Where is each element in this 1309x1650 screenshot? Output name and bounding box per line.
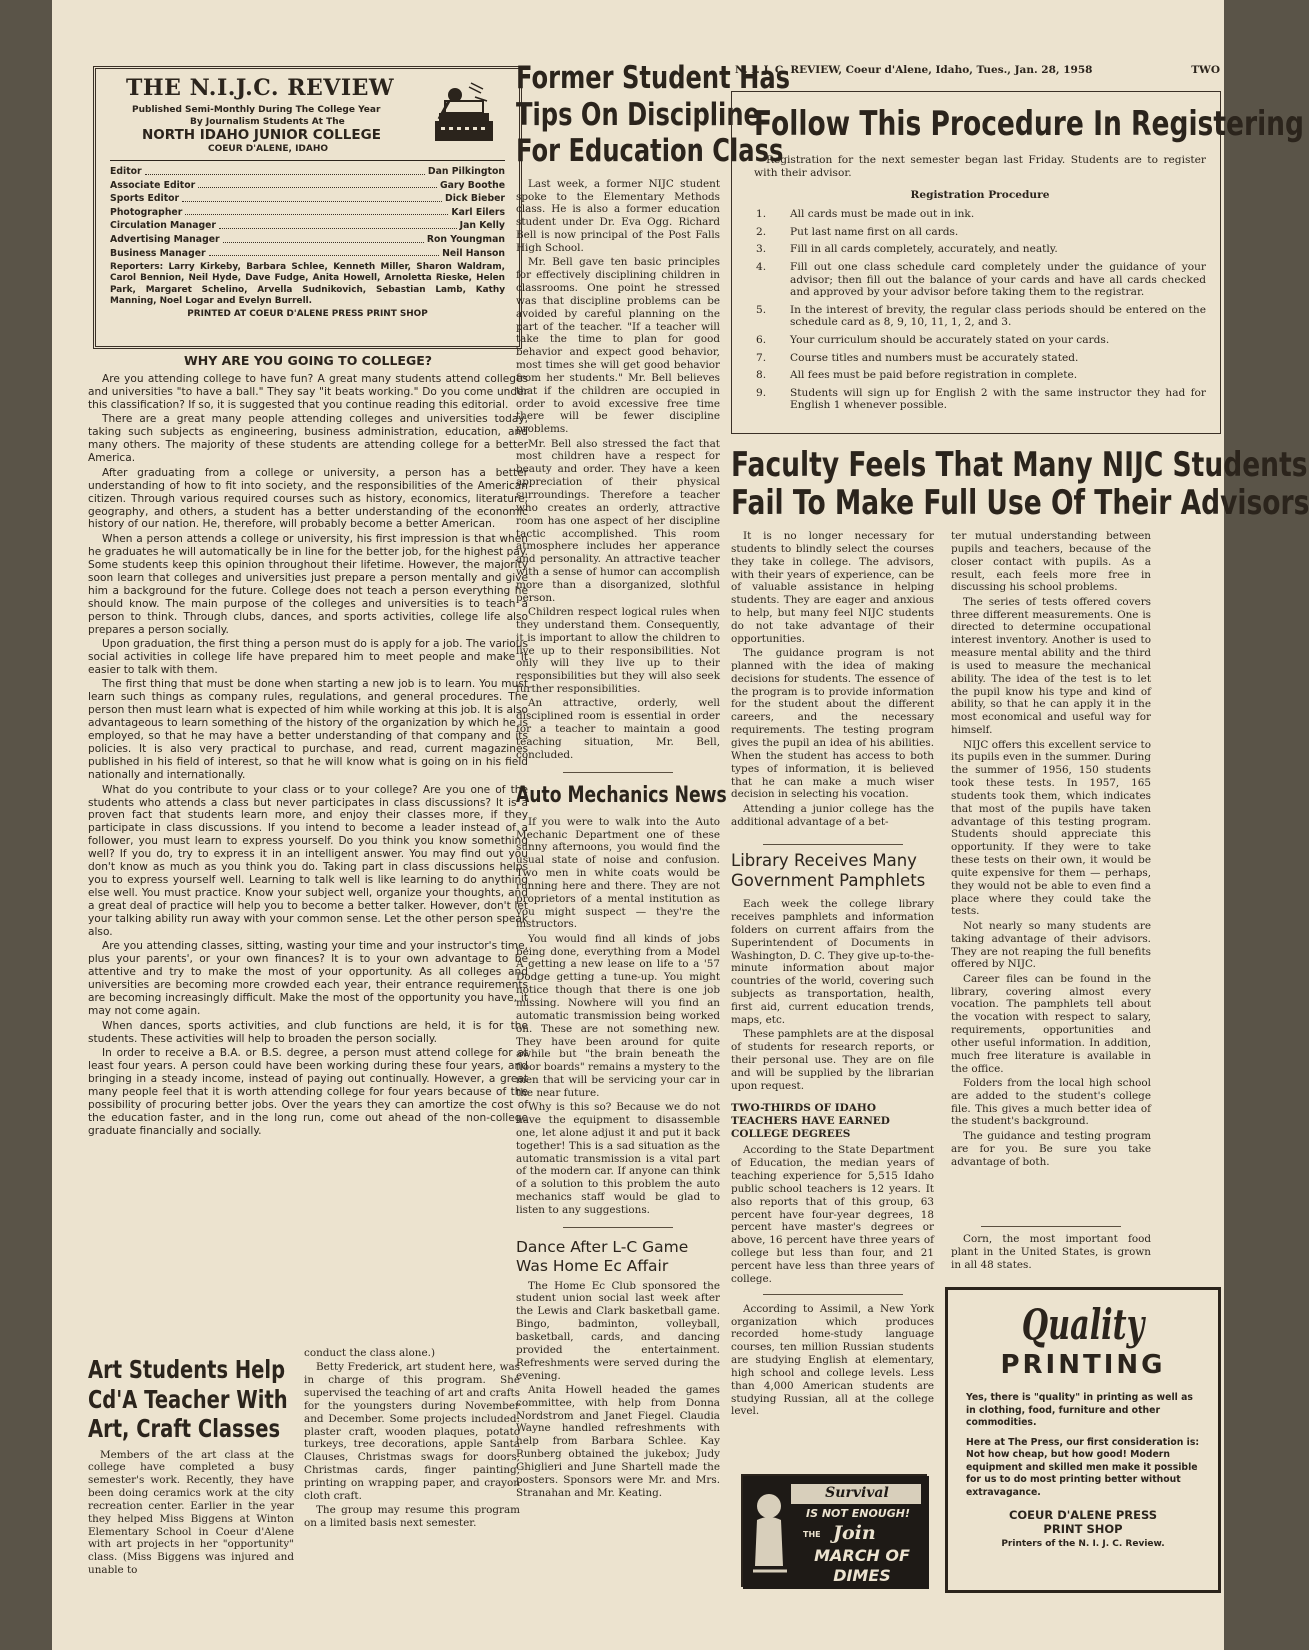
staff-role: Business Manager (110, 247, 206, 259)
idaho-headline-line: TEACHERS HAVE EARNED (731, 1115, 890, 1128)
idaho-headline-line: COLLEGE DEGREES (731, 1128, 851, 1141)
auto-body (516, 816, 720, 1217)
editorial-paragraph: Are you attending college to have fun? A great many students attend colleges and universities "to have a ball." They say "it beats working." Do you come under this classification? If so, it is suggested that you continue reading this editorial. (88, 373, 528, 411)
procedure-number: 9. (756, 386, 767, 399)
faculty-headline-line: Faculty Feels That Many NIJC Students (731, 445, 1308, 485)
dance-paragraph: The Home Ec Club sponsored the student union social last week after the Lewis and Clark basketball game. Bingo, badminton, volleyball, basketball, cards, and dancing provided the entertainment. Refreshments were served during the evening. (516, 1279, 720, 1382)
staff-row (110, 165, 505, 179)
procedure-text: Your curriculum should be accurately stated on your cards. (790, 334, 1110, 347)
procedure-number: 3. (756, 243, 767, 256)
auto-headline: Auto Mechanics News (516, 782, 727, 808)
leader-dots (145, 165, 425, 175)
leader-dots (223, 233, 424, 243)
auto-paragraph: You would find all kinds of jobs being done, everything from a Model A getting a new lease on life to a '57 Dodge getting a tune-up. You might notice though that there is one job missing. Nowhere will you find an automatic transmission being worked on. These are not something new. They have been around for quite awhile but "the brain beneath the floor boards" remains a mystery to the men that will be servicing your car in the near future. (516, 932, 720, 1099)
masthead-city: COEUR D'ALENE, IDAHO (208, 144, 329, 154)
page-number: TWO (1191, 64, 1220, 76)
ad-body1: Yes, there is "quality" in printing as well as in clothing, food, furniture and other commodities. (966, 1392, 1193, 1428)
leader-dots (219, 219, 457, 229)
idaho-headline-line: TWO-THIRDS OF IDAHO (731, 1102, 876, 1115)
procedure-text: Put last name first on all cards. (790, 225, 959, 238)
faculty-headline-line: Fail To Make Full Use Of Their Advisors (731, 483, 1309, 524)
ad-quality: Quality (1021, 1300, 1145, 1349)
leader-dots (185, 206, 448, 216)
procedure-item (754, 369, 1206, 382)
dance-headline (516, 1238, 720, 1276)
art-headline-line: Art Students Help (88, 1355, 286, 1384)
procedure-number: 5. (756, 303, 767, 316)
procedure-item (754, 334, 1206, 347)
procedure-text: All cards must be made out in ink. (790, 208, 975, 221)
art-article (88, 1347, 528, 1642)
dance-paragraph: Anita Howell headed the games committee, with help from Donna Nordstrom and Janet Fiegel. Claudia Wayne handled refreshments with help from Barbara Schlee. Kay Runberg obtained the jukebox; Judy Ghiglieri and June Shartell made the posters. Sponsors were Mr. and Mrs. Stranahan and Mr. Keating. (516, 1383, 720, 1499)
art-column2 (304, 1347, 520, 1531)
staff-name: Dan Pilkington (427, 166, 505, 177)
procedure-item (754, 208, 1206, 221)
discipline-headline-line: For Education Class (516, 133, 784, 170)
staff-role: Editor (110, 166, 142, 177)
masthead-title: THE N.I.J.C. REVIEW (126, 75, 395, 101)
procedure-text: Course titles and numbers must be accurately stated. (790, 351, 1079, 364)
procedure-number: 2. (756, 225, 767, 238)
library-body (731, 898, 934, 1092)
editorial-title: WHY ARE YOU GOING TO COLLEGE? (183, 353, 432, 368)
masthead-box (93, 66, 522, 349)
editorial (88, 353, 528, 1343)
procedure-number: 7. (756, 351, 767, 364)
masthead-line2: By Journalism Students At The (190, 117, 345, 127)
faculty-paragraph: The guidance program is not planned with the idea of making decisions for students. The essence of the program is to provide information for the student about the different careers, and the necessary requirements. The testing program gives the pupil an idea of his abilities. When the student has access to both types of information, it is believed that he can make a much wiser decision in selecting his vocation. (731, 647, 934, 801)
discipline-paragraph: Last week, a former NIJC student spoke to the Elementary Methods class. He is also a former education student under Dr. Eva Ogg. Richard Bell is now principal of the Post Falls High School. (516, 177, 720, 254)
discipline-headline (516, 60, 791, 170)
library-headline-line: Government Pamphlets (731, 871, 926, 891)
running-header-text: N. I. J. C. REVIEW, Coeur d'Alene, Idaho, Tues., Jan. 28, 1958 (735, 64, 1093, 76)
art-headline-line: Cd'A Teacher With (88, 1384, 288, 1414)
discipline-paragraph: Mr. Bell also stressed the fact that most children have a respect for beauty and order. They have a keen appreciation of their physical surroundings. Therefore a teacher who creates an orderly, attractive room has one aspect of her discipline tactic accomplished. This room atmosphere includes her apperance and personality. An attractive teacher with a sense of humor can accomplish more than a disorganized, slothful person. (516, 437, 720, 604)
editorial-paragraph: In order to receive a B.A. or B.S. degree, a person must attend college for at least four years. A person could have been working during these four years, and bringing in a steady income, instead of paying out continually. However, a great many people feel that it is worth attending college for four years because of the possibility of procuring better jobs. Over the years they can amortize the cost of the education faster, and in the long run, come out ahead of the non-college graduate financially and socially. (88, 1047, 528, 1137)
library-headline-line: Library Receives Many (731, 851, 917, 870)
editorial-paragraph: When a person attends a college or university, his first impression is that when he graduates he will automatically be in line for the better job, for the highest pay. Some students keep this opinion throughout their lifetime. However, the majority soon learn that colleges and universities just prepare a person mentally and give him a background for the future. College does not teach a person everything he should know. The main purpose of the colleges and universities is to teach a person to think. Through clubs, dances, and sports activities, college life also prepares a person socially. (88, 532, 528, 636)
editorial-body (88, 373, 528, 1138)
registration-headline: Follow This Procedure In Registering (754, 104, 1305, 144)
faculty-paragraph: The series of tests offered covers three different measurements. One is directed to determine occupational interest inventory. Another is used to measure mental ability and the third is used to measure the mechanical ability. The idea of the test is to let the pupil know his type and kind of ability, so that he can apply it in the most economical and useful way for himself. (951, 595, 1151, 737)
faculty-paragraph: ter mutual understanding between pupils and teachers, because of the closer contact with pupils. As a result, each feels more free in discussing his school problems. (951, 530, 1151, 594)
staff-row (110, 179, 505, 193)
editorial-paragraph: What do you contribute to your class or to your college? Are you one of the students who attends a class but never participates in class discussions? It is a proven fact that students learn more, and enjoy their classes more, if they participate in class discussions. If you intend to become a leader instead of a follower, you must learn to express yourself. Do you think you know something well? If you do, try to express it in an intelligent answer. You may find out you don't know as much as you think you do. Taking part in class discussions helps you to express yourself well. Learning to talk well is like learning to do anything else well. You must practice. Know your subject well, organize your thoughts, and a great deal of practice will help you to become a better talker. However, don't let your talking ability run away with your common sense. Let the other person speak also. (88, 783, 528, 939)
staff-name: Neil Hanson (442, 247, 505, 259)
editorial-paragraph: When dances, sports activities, and club functions are held, it is for the students. These activities will help to broaden the person socially. (88, 1019, 528, 1045)
quality-printing-ad (945, 1287, 1221, 1593)
faculty-paragraph: It is no longer necessary for students to blindly select the courses they take in college. The advisors, with their years of experience, can be of valuable assistance in helping students. They are eager and anxious to help, but many feel NIJC students do not take advantage of their opportunities. (731, 530, 934, 645)
staff-name: Gary Boothe (439, 179, 505, 191)
registration-box (731, 91, 1305, 434)
procedure-item (754, 387, 1206, 412)
faculty-paragraph: NIJC offers this excellent service to its pupils even in the summer. During the summer of 1956, 150 students took these tests. In 1957, 165 students took them, which indicates that most of the pupils have taken advantage of this testing program. Students should appreciate this opportunity. If they were to take these tests on their own, it would be quite expensive for them — perhaps, they would not be able to even find a place where they could take the tests. (951, 738, 1151, 918)
faculty-column2 (951, 530, 1151, 1170)
staff-row (110, 192, 505, 206)
discipline-paragraph: Mr. Bell gave ten basic principles for effectively disciplining children in classrooms. One point he stressed was that discipline problems can be avoided by careful planning on the part of the teacher. "If a teacher will take the time to plan for good behavior and expect good behavior, most times she will get good behavior from her students." Mr. Bell believes that if the children are occupied in order to avoid excessive free time there will be fewer discipline problems. (516, 256, 720, 436)
staff-role: Circulation Manager (110, 220, 217, 232)
leader-dots (209, 247, 439, 257)
corn-filler (951, 1226, 1151, 1280)
registration-subtitle: Registration Procedure (910, 189, 1050, 202)
art-column1 (88, 1449, 294, 1577)
staff-name: Jan Kelly (459, 220, 505, 232)
procedure-text: Fill out one class schedule card completely under the guidance of your advisor; then fill out the balance of your cards and have all cards checked and approved by your advisor before taking them to the registrar. (790, 261, 1206, 299)
staff-name: Dick Bieber (445, 193, 505, 205)
procedure-number: 8. (756, 369, 767, 382)
art-headline (88, 1355, 288, 1444)
auto-paragraph: Why is this so? Because we do not have the equipment to disassemble one, let alone adjust it and put it back together! This is a sad situation as the automatic transmission is a vital part of the modern car. If anyone can think of a solution to this problem the auto mechanics staff would be glad to listen to any suggestions. (516, 1101, 720, 1216)
editorial-paragraph: The first thing that must be done when starting a new job is to learn. You must learn such things as company rules, regulations, and general procedures. The person then must learn what is expected of him while working at this job. It is also advantageous to learn something of the history of the organization by which he is employed, so that he may have a better understanding of that company and its policies. It is also very practical to purchase, and read, current magazines published in his field of interest, so that he will know what is going on in his field nationally and internationally. (88, 678, 528, 782)
editorial-paragraph: After graduating from a college or university, a person has a better understanding of how to fit into society, and the responsibilities of the American citizen. Through various required courses such as history, economics, literature, geography, and others, a student has a better understanding of the economic history of our nation. He, therefore, will probably become a better American. (88, 466, 528, 531)
library-headline (731, 851, 934, 891)
discipline-headline-line: Former Student Has (516, 60, 791, 96)
column-right-sub (731, 844, 934, 1454)
faculty-paragraph: The guidance and testing program are for you. Be sure you take advantage of both. (951, 1129, 1151, 1168)
discipline-paragraph: An attractive, orderly, well disciplined room is essential in order for a teacher to maintain a good teaching situation, Mr. Bell, concluded. (516, 697, 720, 761)
dimes-the: THE (803, 1530, 821, 1539)
staff-role: Sports Editor (110, 193, 180, 205)
running-header (735, 64, 1220, 80)
staff-row (110, 247, 505, 261)
procedure-number: 6. (756, 334, 767, 347)
staff-name: Ron Youngman (426, 233, 505, 245)
procedure-number: 4. (756, 261, 767, 274)
faculty-column1 (731, 530, 934, 830)
masthead-college: NORTH IDAHO JUNIOR COLLEGE (142, 127, 381, 143)
idaho-headline (731, 1102, 934, 1141)
staff-row (110, 219, 505, 233)
dimes-line2: IS NOT ENOUGH! (806, 1507, 910, 1520)
idaho-paragraph: According to the State Department of Education, the median years of teaching experience for 5,515 Idaho public school teachers is 12 years. It also reports that of this group, 63 percent have four-year degrees, 18 percent have master's degrees or above, 16 percent have three years of college but less than four, and 21 percent have less than three years of college. (731, 1144, 934, 1285)
ad-printing: PRINTING (1000, 1350, 1166, 1380)
procedure-text: All fees must be paid before registration in complete. (790, 369, 1078, 382)
dimes-line5: DIMES (833, 1566, 891, 1585)
staff-list (110, 165, 505, 260)
masthead-reporters: Reporters: Larry Kirkeby, Barbara Schlee, Kenneth Miller, Sharon Waldram, Carol Bennion, Neil Hyde, Dave Fudge, Anita Howell, Arnoletta Rieske, Helen Park, Margaret Schelino, Arvella Sudnikovich, Sebastian Lamb, Kathy Manning, Noel Logar and Evelyn Burrell. (110, 262, 505, 307)
staff-role: Photographer (110, 206, 183, 218)
ad-name1: COEUR D'ALENE PRESS (1008, 1508, 1158, 1522)
registration-intro: Registration for the next semester began last Friday. Students are to register with their advisor. (754, 154, 1206, 179)
editorial-paragraph: Are you attending classes, sitting, wasting your time and your instructor's time, plus your parents', or your own finances? It is to your own advantage to be attentive and try to make the most of your opportunity. As all colleges and universities are becoming more crowded each year, their entrance requirements are becoming increasingly difficult. Make the most of the opportunity you have, it may not come again. (88, 940, 528, 1018)
dimes-line3: Join (833, 1522, 876, 1544)
faculty-paragraph: Not nearly so many students are taking advantage of their advisors. They are not reaping the full benefits offered by NIJC. (951, 919, 1151, 971)
editorial-paragraph: There are a great many people attending colleges and universities today, taking such subjects as engineering, business administration, education, and many others. The majority of these students are attending college for a better America. (88, 413, 528, 465)
procedure-number: 1. (756, 208, 767, 221)
assimil-text: According to Assimil, a New York organization which produces recorded home-study language courses, ten million Russian students are studying English at elementary, high school and college levels. Less than 4,000 American students are studying Russian, all at the college level. (731, 1302, 934, 1418)
ad-name2: PRINT SHOP (1043, 1522, 1123, 1536)
procedure-text: Students will sign up for English 2 with the same instructor they had for English 1 whenever possible. (790, 386, 1206, 412)
leader-dots (198, 179, 437, 189)
newspaper-page (52, 0, 1309, 1650)
auto-paragraph: If you were to walk into the Auto Mechanic Department one of these sunny afternoons, you would find the usual state of noise and confusion. Two men in white coats would be running here and there. They are not proprietors of a mental institution as you might suspect — they're the instructors. (516, 815, 720, 931)
procedure-item (754, 226, 1206, 239)
registration-procedure-list (754, 208, 1206, 412)
staff-role: Advertising Manager (110, 233, 220, 245)
dance-headline-line: Dance After L-C Game (516, 1237, 689, 1256)
faculty-paragraph: Folders from the local high school are added to the student's college file. This gives a much better idea of the student's background. (951, 1076, 1151, 1128)
procedure-item (754, 261, 1206, 299)
art-paragraph: conduct the class alone.) (304, 1347, 436, 1359)
art-paragraph: Betty Frederick, art student here, was in charge of this program. She supervised the teaching of art and crafts for the youngsters during November and December. Some projects included: plaster craft, wooden plaques, potato turkeys, tree decorations, apple Santa Clauses, Christmas swags for doors, Christmas cards, finger painting, printing on wrapping paper, and crayon cloth craft. (304, 1361, 520, 1502)
masthead-printed: PRINTED AT COEUR D'ALENE PRESS PRINT SHOP (187, 309, 428, 320)
ad-tag: Printers of the N. I. J. C. Review. (1001, 1539, 1165, 1549)
procedure-text: In the interest of brevity, the regular class periods should be entered on the schedule card as 8, 9, 10, 11, 1, 2, and 3. (790, 303, 1206, 329)
dance-headline-line: Was Home Ec Affair (516, 1256, 669, 1275)
procedure-item (754, 304, 1206, 329)
staff-name: Karl Eilers (451, 206, 505, 218)
ad-body2: Here at The Press, our first consideration is: Not how cheap, but how good! Modern equipment and skilled men make it possible for us to do most printing better without extravagance. (966, 1436, 1200, 1498)
dimes-line1: Survival (825, 1485, 889, 1501)
procedure-item (754, 352, 1206, 365)
art-paragraph: The group may resume this program on a limited basis next semester. (304, 1504, 520, 1529)
art-paragraph: Members of the art class at the college have completed a busy semester's work. Recently, they have been doing ceramics work at the city recreation center. Earlier in the year they helped Miss Biggens at Winton Elementary School in Coeur d'Alene with art projects in her "opportunity" class. (Miss Biggens was injured and unable to (88, 1448, 294, 1577)
staff-row (110, 233, 505, 247)
editorial-paragraph: Upon graduation, the first thing a person must do is apply for a job. The various social activities in college life have prepared him to meet people and make it easier to talk with them. (88, 638, 528, 676)
faculty-paragraph: Career files can be found in the library, covering almost every vocation. The pamphlets tell about the vocation with respect to salary, requirements, opportunities and other useful information. In addition, much free literature is available in the office. (951, 972, 1151, 1075)
corn-text: Corn, the most important food plant in the United States, is grown in all 48 states. (951, 1233, 1151, 1271)
idaho-body (731, 1144, 934, 1285)
discipline-headline-line: Tips On Discipline (516, 96, 760, 133)
procedure-text: Fill in all cards completely, accurately, and neatly. (790, 243, 1058, 256)
faculty-headline (731, 445, 1309, 524)
typewriter-illustration (425, 83, 499, 149)
library-paragraph: These pamphlets are at the disposal of students for research reports, or their personal use. They are on file and will be supplied by the librarian upon request. (731, 1028, 934, 1092)
dimes-line4: MARCH OF (814, 1546, 910, 1565)
faculty-paragraph: Attending a junior college has the additional advantage of a bet- (731, 802, 934, 828)
library-paragraph: Each week the college library receives pamphlets and information folders on current affairs from the Superintendent of Documents in Washington, D. C. They give up-to-the-minute information about major countries of the world, covering such subjects as transportation, health, first aid, current education trends, maps, etc. (731, 898, 934, 1026)
discipline-body (516, 178, 720, 762)
dance-body (516, 1280, 720, 1500)
masthead-line1: Published Semi-Monthly During The College Year (132, 105, 381, 115)
march-of-dimes-ad (741, 1474, 927, 1587)
discipline-paragraph: Children respect logical rules when they understand them. Consequently, it is important to allow the children to live up to their responsibilities. Not only will they live up to their responsibilities but they will also seek further responsibilities. (516, 606, 720, 696)
leader-dots (182, 192, 442, 202)
procedure-item (754, 243, 1206, 256)
staff-role: Associate Editor (110, 179, 196, 191)
art-headline-line: Art, Craft Classes (88, 1414, 281, 1443)
staff-row (110, 206, 505, 220)
